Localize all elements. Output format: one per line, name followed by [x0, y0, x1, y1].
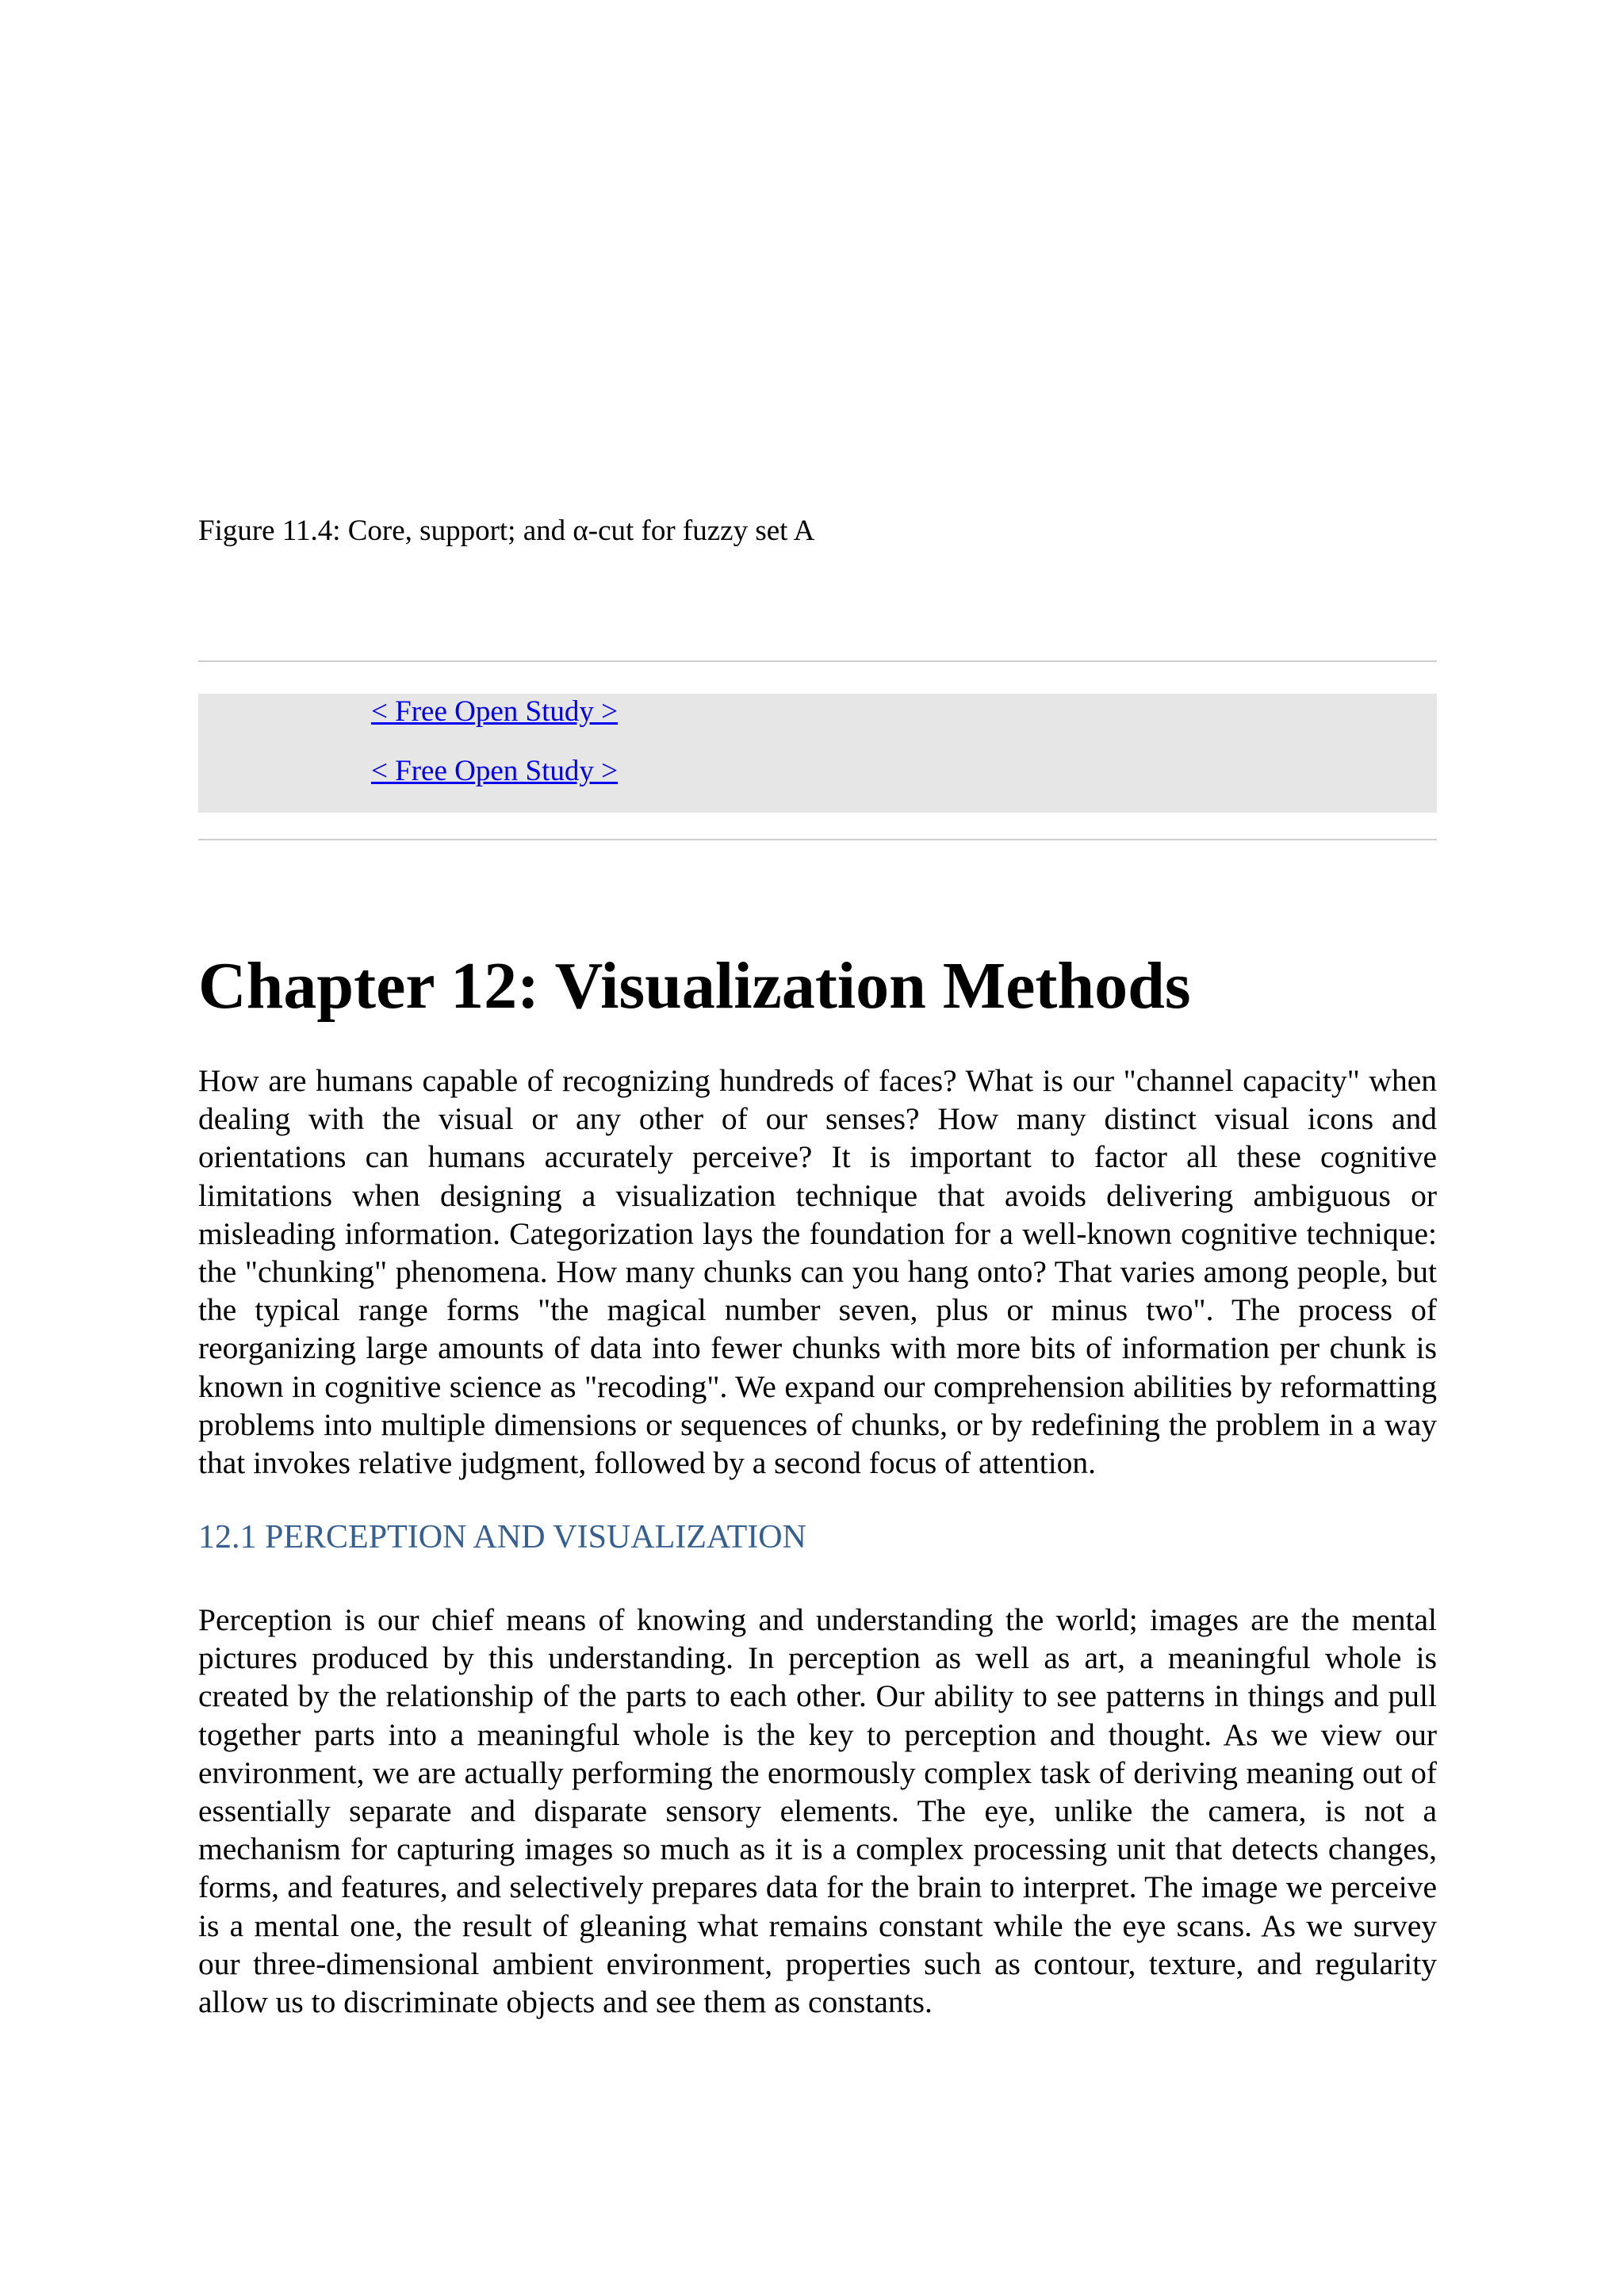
- divider-top: [198, 660, 1437, 662]
- chapter-intro-paragraph: How are humans capable of recognizing hundreds of faces? What is our "channel capacity" when dealing with the visual or any other of our senses? How many distinct visual icons and orientations can humans accurately perceive? It is important to factor all these cognitive limitations when designing a visualization technique that avoids delivering ambiguous or misleading information. Categorization lays the foundation for a well-known cognitive technique: the "chunking" phenomena. How many chunks can you hang onto? That varies among people, but the typical range forms "the magical number seven, plus or minus two". The process of reorganizing large amounts of data into fewer chunks with more bits of information per chunk is known in cognitive science as "recoding". We expand our comprehension abilities by reformatting problems into multiple dimensions or sequences of chunks, or by redefining the problem in a way that invokes relative judgment, followed by a second focus of attention.: [198, 1063, 1437, 1481]
- figure-caption: Figure 11.4: Core, support; and α-cut for fuzzy set A: [198, 515, 815, 547]
- section-body-paragraph: Perception is our chief means of knowing and understanding the world; images are the mental pictures produced by this understanding. In perception as well as art, a meaningful whole is created by the relationship of the parts to each other. Our ability to see patterns in things and pull together parts into a meaningful whole is the key to perception and thought. As we view our environment, we are actually performing the enormously complex task of deriving meaning out of essentially separate and disparate sensory elements. The eye, unlike the camera, is not a mechanism for capturing images so much as it is a complex processing unit that detects changes, forms, and features, and selectively prepares data for the brain to interpret. The image we perceive is a mental one, the result of gleaning what remains constant while the eye scans. As we survey our three-dimensional ambient environment, properties such as contour, texture, and regularity allow us to discriminate objects and see them as constants.: [198, 1602, 1437, 2020]
- free-open-study-link[interactable]: < Free Open Study >: [371, 695, 618, 728]
- divider-bottom: [198, 839, 1437, 840]
- free-open-study-link-2[interactable]: < Free Open Study >: [371, 755, 618, 787]
- chapter-title: Chapter 12: Visualization Methods: [198, 949, 1191, 1023]
- section-heading: 12.1 PERCEPTION AND VISUALIZATION: [198, 1519, 806, 1556]
